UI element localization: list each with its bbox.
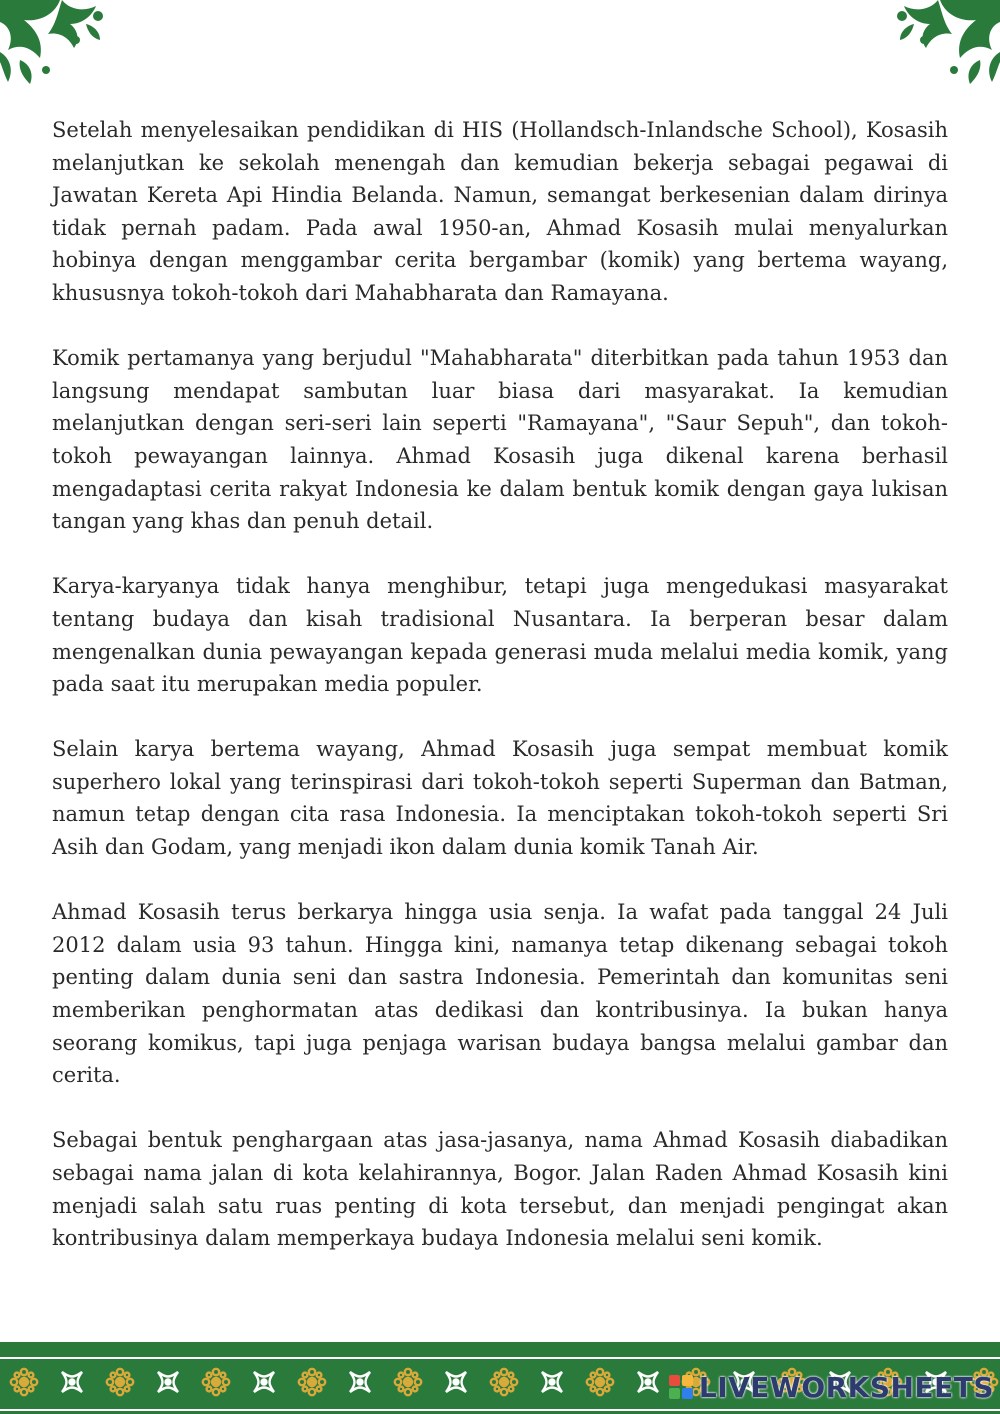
paragraph-3: Karya-karyanya tidak hanya menghibur, tetapi juga mengedukasi masyarakat tentang budaya dan kisah tradisional Nusantara. Ia berperan besar dalam mengenalkan dunia pewayangan kepada generasi muda melalui media komik, yang pada saat itu merupakan media populer. — [52, 574, 948, 697]
paragraph-6: Sebagai bentuk penghargaan atas jasa-jasanya, nama Ahmad Kosasih diabadikan sebagai nama jalan di kota kelahirannya, Bogor. Jalan Raden Ahmad Kosasih kini menjadi salah satu ruas penting di kota tersebut, dan menjadi pengingat akan kontribusinya dalam memperkaya budaya Indonesia melalui seni komik. — [52, 1128, 948, 1251]
paragraph-2: Komik pertamanya yang berjudul "Mahabharata" diterbitkan pada tahun 1953 dan langsung mendapat sambutan luar biasa dari masyarakat. Ia kemudian melanjutkan dengan seri-seri lain seperti "Ramayana", "Saur Sepuh", dan tokoh-tokoh pewayangan lainnya. Ahmad Kosasih juga dikenal karena berhasil mengadaptasi cerita rakyat Indonesia ke dalam bentuk komik dengan gaya lukisan tangan yang khas dan penuh detail. — [52, 346, 948, 534]
corner-ornament-left-icon — [0, 0, 110, 88]
liveworksheets-mark-icon — [669, 1375, 695, 1401]
liveworksheets-text: LIVEWORKSHEETS — [698, 1371, 994, 1404]
corner-ornament-right-icon — [890, 0, 1000, 88]
paragraph-4: Selain karya bertema wayang, Ahmad Kosasih juga sempat membuat komik superhero lokal yang terinspirasi dari tokoh-tokoh seperti Superman dan Batman, namun tetap dengan cita rasa Indonesia. Ia menciptakan tokoh-tokoh seperti Sri Asih dan Godam, yang menjadi ikon dalam dunia komik Tanah Air. — [52, 737, 948, 860]
liveworksheets-logo — [669, 1371, 994, 1404]
paragraph-1: Setelah menyelesaikan pendidikan di HIS (Hollandsch-Inlandsche School), Kosasih melanjutkan ke sekolah menengah dan kemudian bekerja sebagai pegawai di Jawatan Kereta Api Hindia Belanda. Namun, semangat berkesenian dalam dirinya tidak pernah padam. Pada awal 1950-an, Ahmad Kosasih mulai menyalurkan hobinya dengan menggambar cerita bergambar (komik) yang bertema wayang, khususnya tokoh-tokoh dari Mahabharata dan Ramayana. — [52, 118, 948, 305]
paragraph-5: Ahmad Kosasih terus berkarya hingga usia senja. Ia wafat pada tanggal 24 Juli 2012 dalam usia 93 tahun. Hingga kini, namanya tetap dikenang sebagai tokoh penting dalam dunia seni dan sastra Indonesia. Pemerintah dan komunitas seni memberikan penghormatan atas dedikasi dan kontribusinya. Ia bukan hanya seorang komikus, tapi juga penjaga warisan budaya bangsa melalui gambar dan cerita. — [52, 900, 948, 1088]
document-body — [52, 114, 948, 1287]
